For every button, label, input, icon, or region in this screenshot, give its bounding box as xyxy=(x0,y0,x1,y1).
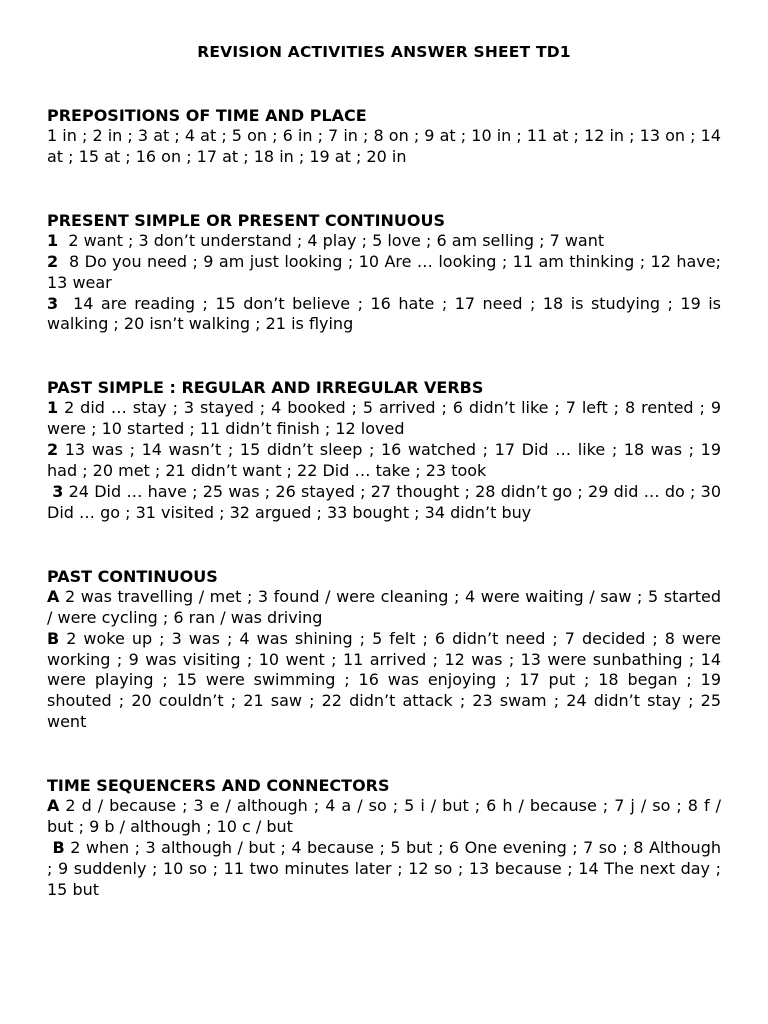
answer-paragraph xyxy=(47,126,721,168)
answer-paragraph xyxy=(47,251,727,294)
paragraph-text: 2 woke up ; 3 was ; 4 was shining ; 5 felt ; 6 didn’t need ; 7 decided ; 8 were working ; 9 was visiting ; 10 went ; 11 arrived ; 12 was ; 13 were sunbathing ; 14 were playing ; 15 were swimming ; 16 was enjoying ; 17 put ; 18 began ; 19 shouted ; 20 couldn’t ; 21 saw ; 22 didn’t attack ; 23 swam ; 24 didn’t stay ; 25 went xyxy=(47,628,721,732)
paragraph-text: 24 Did … have ; 25 was ; 26 stayed ; 27 thought ; 28 didn’t go ; 29 did … do ; 30 Did … go ; 31 visited ; 32 argued ; 33 bought ; 34 didn’t buy xyxy=(47,481,722,522)
paragraph-text: 2 d / because ; 3 e / although ; 4 a / so ; 5 i / but ; 6 h / because ; 7 j / so ; 8 f / but ; 9 b / although ; 10 c / but xyxy=(47,796,721,837)
paragraph-text: 2 when ; 3 although / but ; 4 because ; 5 but ; 6 One evening ; 7 so ; 8 Although ; 9 suddenly ; 10 so ; 11 two minutes later ; 12 so ; 13 because ; 14 The next day ; 15 but xyxy=(47,837,721,899)
paragraph-label: 3 xyxy=(47,293,59,313)
section-heading: PAST SIMPLE : REGULAR AND IRREGULAR VERBS xyxy=(47,378,484,398)
paragraph-text: 2 was travelling / met ; 3 found / were cleaning ; 4 were waiting / saw ; 5 started / were cycling ; 6 ran / was driving xyxy=(47,586,721,627)
answer-paragraph xyxy=(47,629,721,734)
paragraph-text: 2 did … stay ; 3 stayed ; 4 booked ; 5 arrived ; 6 didn’t like ; 7 left ; 8 rented ; 9 were ; 10 started ; 11 didn’t finish ; 12 loved xyxy=(47,398,721,439)
paragraph-label: 2 xyxy=(47,440,59,460)
paragraph-text: 13 was ; 14 wasn’t ; 15 didn’t sleep ; 16 watched ; 17 Did … like ; 18 was ; 19 had ; 20 met ; 21 didn’t want ; 22 Did … take ; 23 took xyxy=(47,440,721,481)
section-past-continuous xyxy=(47,566,721,733)
paragraph-label: A xyxy=(47,586,60,606)
paragraph-label: B xyxy=(47,628,60,648)
section-heading: TIME SEQUENCERS AND CONNECTORS xyxy=(47,776,390,796)
section-present-simple-continuous xyxy=(47,210,727,336)
document-page xyxy=(47,42,727,901)
paragraph-label: B xyxy=(52,837,65,857)
section-prepositions xyxy=(47,105,721,168)
section-past-simple xyxy=(47,377,721,523)
paragraph-label: 2 xyxy=(47,251,59,271)
answer-paragraph xyxy=(47,587,721,629)
paragraph-text: 1 in ; 2 in ; 3 at ; 4 at ; 5 on ; 6 in ; 7 in ; 8 on ; 9 at ; 10 in ; 11 at ; 12 in ; 13 on ; 14 at ; 15 at ; 16 on ; 17 at ; 18 in ; 19 at ; 20 in xyxy=(47,126,721,166)
answer-paragraph xyxy=(47,440,721,482)
paragraph-label: 1 xyxy=(47,230,59,250)
paragraph-text: 8 Do you need ; 9 am just looking ; 10 Are … looking ; 11 am thinking ; 12 have; 13 wear xyxy=(47,251,727,292)
answer-paragraph xyxy=(47,293,727,336)
answer-paragraph xyxy=(47,231,721,252)
section-heading: PREPOSITIONS OF TIME AND PLACE xyxy=(47,106,367,125)
answer-paragraph xyxy=(47,838,721,901)
paragraph-label: 3 xyxy=(52,481,64,501)
document-title: REVISION ACTIVITIES ANSWER SHEET TD1 xyxy=(197,43,571,61)
answer-paragraph xyxy=(47,398,721,440)
paragraph-text: 14 are reading ; 15 don’t believe ; 16 hate ; 17 need ; 18 is studying ; 19 is walking ; 20 isn’t walking ; 21 is flying xyxy=(47,293,727,334)
answer-paragraph xyxy=(47,796,721,838)
section-heading: PAST CONTINUOUS xyxy=(47,566,218,586)
paragraph-label: 1 xyxy=(47,398,59,418)
paragraph-text: 2 want ; 3 don’t understand ; 4 play ; 5 love ; 6 am selling ; 7 want xyxy=(58,230,605,250)
section-time-sequencers xyxy=(47,775,721,901)
section-heading: PRESENT SIMPLE OR PRESENT CONTINUOUS xyxy=(47,210,446,230)
paragraph-label: A xyxy=(47,796,60,816)
answer-paragraph xyxy=(47,482,721,524)
